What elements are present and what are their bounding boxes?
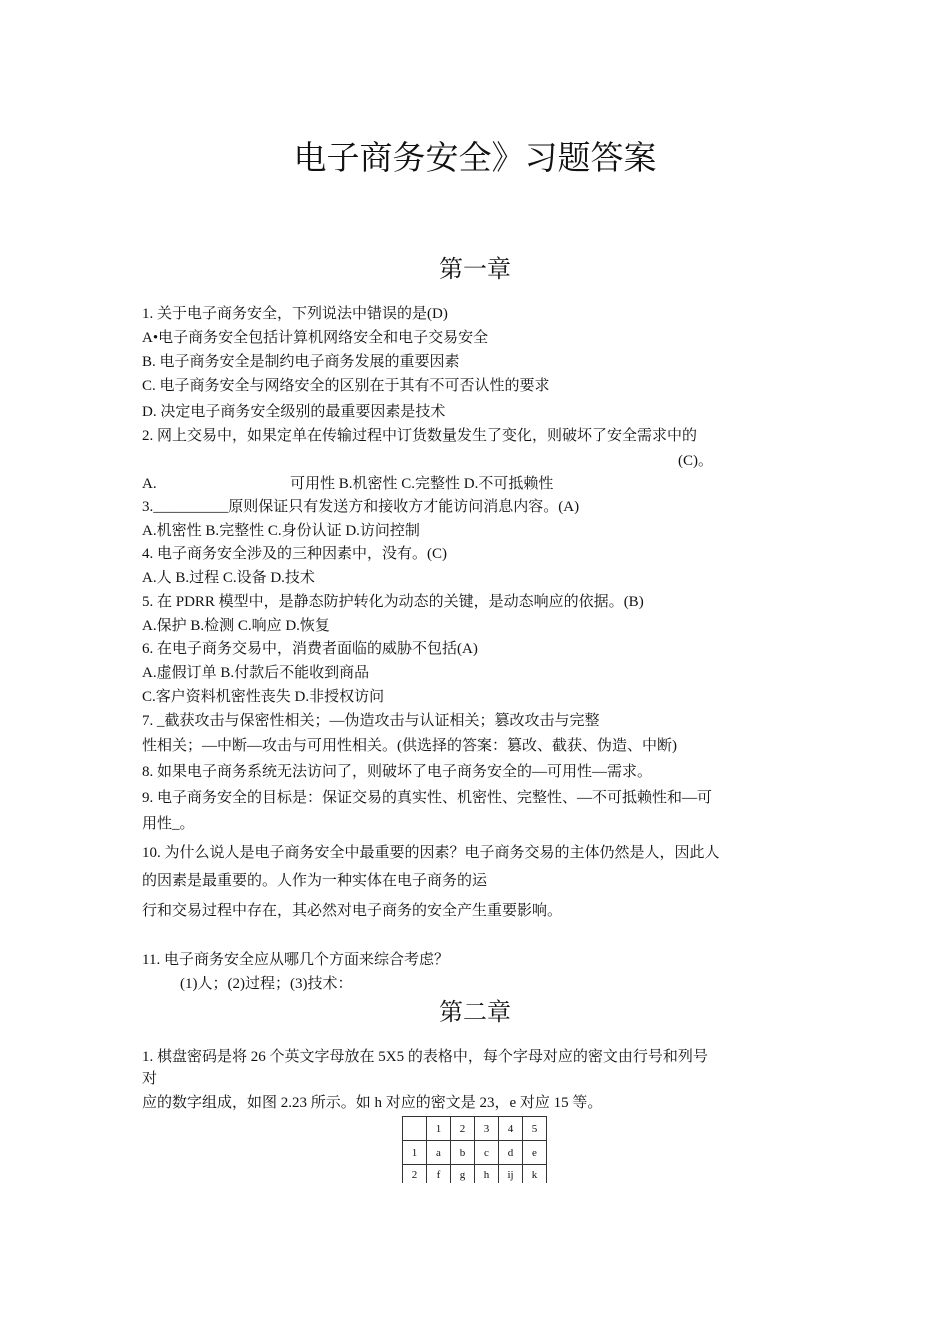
question-5: 5. 在 PDRR 模型中，是静态防护转化为动态的关键，是动态响应的依据。(B) xyxy=(142,594,644,610)
question-9-continued: 用性_。 xyxy=(142,816,195,832)
question-2-answer: (C)。 xyxy=(678,453,713,469)
question-10-continued-2: 行和交易过程中存在，其必然对电子商务的安全产生重要影响。 xyxy=(142,903,563,919)
table-row xyxy=(403,1141,547,1165)
question-4: 4. 电子商务安全涉及的三种因素中，没有。(C) xyxy=(142,546,447,562)
table-row xyxy=(403,1165,547,1184)
question-6-options-line-2: C.客户资料机密性丧失 D.非授权访问 xyxy=(142,689,385,705)
table-cell: g xyxy=(451,1165,475,1184)
document-title: 电子商务安全》习题答案 xyxy=(293,138,657,177)
table-cell: k xyxy=(523,1165,547,1184)
question-1-option-d: D. 决定电子商务安全级别的最重要因素是技术 xyxy=(142,404,446,420)
chapter-two-heading: 第二章 xyxy=(439,998,511,1026)
question-10-continued: 的因素是最重要的。人作为一种实体在电子商务的运 xyxy=(142,873,488,889)
table-cell: 3 xyxy=(475,1117,499,1141)
question-6: 6. 在电子商务交易中，消费者面临的威胁不包括(A) xyxy=(142,641,478,657)
table-cell: 2 xyxy=(451,1117,475,1141)
question-2-option-label: A. xyxy=(142,476,157,492)
table-cell: b xyxy=(451,1141,475,1165)
question-6-options-line-1: A.虚假订单 B.付款后不能收到商品 xyxy=(142,665,370,681)
table-cell: 5 xyxy=(523,1117,547,1141)
question-9: 9. 电子商务安全的目标是：保证交易的真实性、机密性、完整性、—不可抵赖性和—可 xyxy=(142,790,713,806)
table-header-row xyxy=(403,1117,547,1141)
table-cell: 4 xyxy=(499,1117,523,1141)
question-4-options: A.人 B.过程 C.设备 D.技术 xyxy=(142,570,315,586)
question-1-option-c: C. 电子商务安全与网络安全的区别在于其有不可否认性的要求 xyxy=(142,378,550,394)
table-cell: e xyxy=(523,1141,547,1165)
question-11-answer: (1)人；(2)过程；(3)技术： xyxy=(180,976,353,992)
table-cell: ij xyxy=(499,1165,523,1184)
question-5-options: A.保护 B.检测 C.响应 D.恢复 xyxy=(142,618,330,634)
question-1-option-b: B. 电子商务安全是制约电子商务发展的重要因素 xyxy=(142,354,460,370)
table-cell: 2 xyxy=(403,1165,427,1184)
question-8: 8. 如果电子商务系统无法访问了，则破坏了电子商务安全的—可用性—需求。 xyxy=(142,764,653,780)
question-3: 3.__________原则保证只有发送方和接收方才能访问消息内容。(A) xyxy=(142,499,580,515)
question-7: 7. _截获攻击与保密性相关；—伪造攻击与认证相关；篡改攻击与完整 xyxy=(142,713,600,729)
table-cell: d xyxy=(499,1141,523,1165)
table-cell xyxy=(403,1117,427,1141)
table-cell: 1 xyxy=(427,1117,451,1141)
question-1: 1. 关于电子商务安全，下列说法中错误的是(D) xyxy=(142,306,448,322)
table-cell: h xyxy=(475,1165,499,1184)
question-10: 10. 为什么说人是电子商务安全中最重要的因素？电子商务交易的主体仍然是人，因此人 xyxy=(142,845,720,861)
question-1-option-a: A•电子商务安全包括计算机网络安全和电子交易安全 xyxy=(142,330,489,346)
table-cell: f xyxy=(427,1165,451,1184)
question-7-continued: 性相关；—中断—攻击与可用性相关。(供选择的答案：篡改、截获、伪造、中断) xyxy=(142,738,677,754)
table-cell: 1 xyxy=(403,1141,427,1165)
chapter-one-heading: 第一章 xyxy=(439,255,511,283)
question-2: 2. 网上交易中，如果定单在传输过程中订货数量发生了变化，则破坏了安全需求中的 xyxy=(142,428,698,444)
chapter-2-question-1: 1. 棋盘密码是将 26 个英文字母放在 5X5 的表格中，每个字母对应的密文由行号和列号 xyxy=(142,1049,708,1065)
question-11: 11. 电子商务安全应从哪几个方面来综合考虑？ xyxy=(142,952,449,968)
chapter-2-question-1-continued: 应的数字组成，如图 2.23 所示。如 h 对应的密文是 23，e 对应 15 等。 xyxy=(142,1095,603,1111)
table-cell: a xyxy=(427,1141,451,1165)
question-2-options: 可用性 B.机密性 C.完整性 D.不可抵赖性 xyxy=(290,476,554,492)
table-cell: c xyxy=(475,1141,499,1165)
question-3-options: A.机密性 B.完整性 C.身份认证 D.访问控制 xyxy=(142,523,420,539)
chapter-2-question-1-wrap: 对 xyxy=(142,1071,158,1087)
checkerboard-cipher-table xyxy=(402,1116,547,1183)
